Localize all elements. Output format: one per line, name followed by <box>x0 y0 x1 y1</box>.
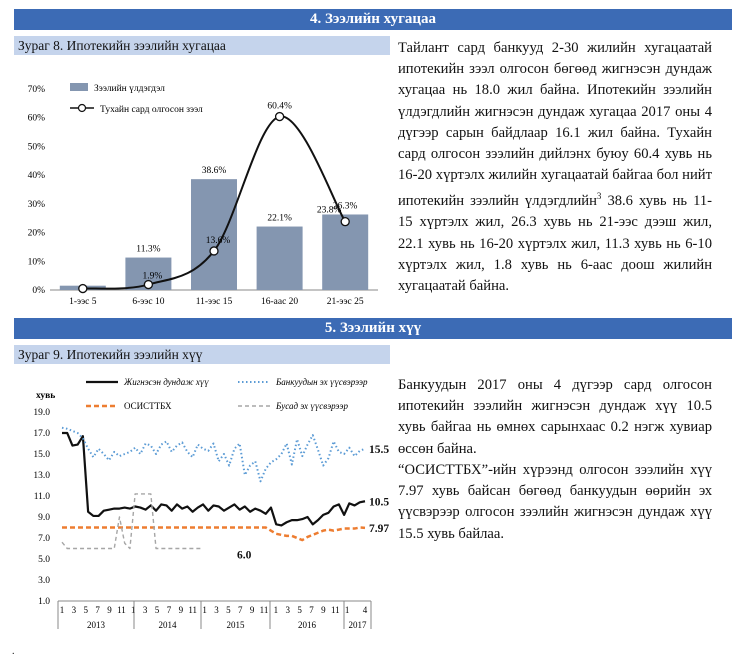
y-tick-label: 10% <box>27 257 45 268</box>
figure-9-caption: Зураг 9. Ипотекийн зээлийн хүү <box>14 345 390 364</box>
legend-swatch-bar <box>70 83 88 91</box>
x-tick-label: 11 <box>330 605 340 615</box>
footnote-ref: 3 <box>596 191 602 202</box>
series-end-label: 6.0 <box>237 549 252 562</box>
legend-label-line: Тухайн сард олгосон зээл <box>100 105 203 115</box>
x-tick-label: 7 <box>309 605 314 615</box>
legend-label-bar: Зээлийн үлдэгдэл <box>94 84 165 94</box>
series-line <box>62 428 365 482</box>
bar-data-label: 22.1% <box>267 213 292 224</box>
x-tick-label: 5 <box>154 605 160 615</box>
figure-8-caption: Зураг 8. Ипотекийн зээлийн хугацаа <box>14 36 390 55</box>
y-tick-label: 30% <box>27 199 45 210</box>
line-data-label: 60.4% <box>267 101 292 112</box>
legend-label: ОСИСТТБХ <box>124 401 172 411</box>
x-tick-label: 1 <box>131 605 136 615</box>
x-tick-label: 5 <box>83 605 89 615</box>
year-label: 2016 <box>298 620 316 630</box>
x-tick-label: 9 <box>178 605 184 615</box>
y-axis-title: хувь <box>36 391 56 401</box>
y-tick-label: 60% <box>27 113 45 124</box>
line-data-label: 1.9% <box>142 271 163 282</box>
year-label: 2015 <box>226 620 245 630</box>
x-tick-label: 3 <box>285 605 291 615</box>
x-tick-label: 16-аас 20 <box>260 297 299 307</box>
y-tick-label: 15.0 <box>33 450 50 460</box>
paragraph-rate: Банкуудын 2017 оны 4 дүгээр сард олгосон ипотекийн зээлийн жигнэсэн дундаж хүү 10.5 хувь байгаа нь өмнөх сарынхаас 0.2 нэгж хувиар өссөн байна. <box>398 377 712 457</box>
bar <box>191 179 237 290</box>
y-tick-label: 11.0 <box>33 492 50 502</box>
legend-label: Бусад эх үүсвэрээр <box>276 401 348 411</box>
paragraph-term-text-rest: 38.6 хувь нь 11-15 хүртэлх жил, 26.3 хувь нь 21-ээс дээш жил, 22.1 хувь нь 16-20 хүртэлх жил, 11.3 хувь нь 6-10 хүртэлх жил, 1.8 хувь нь 6-аас доош жилийн хугацаатай байна. <box>398 193 712 295</box>
x-tick-label: 1-ээс 5 <box>69 297 97 307</box>
x-tick-label: 6-ээс 10 <box>132 297 165 307</box>
bar-data-label: 26.3% <box>332 201 358 212</box>
footer-mark: . <box>12 646 15 657</box>
section-4-header: 4. Зээлийн хугацаа <box>14 9 732 30</box>
line-point <box>144 281 152 289</box>
x-tick-label: 5 <box>297 605 302 615</box>
x-tick-label: 9 <box>321 605 326 615</box>
legend-label: Банкуудын эх үүсвэрээр <box>276 377 368 387</box>
year-label: 2017 <box>348 620 367 630</box>
line-point <box>210 247 218 255</box>
line-point <box>341 218 349 226</box>
line-data-label: 23.8% <box>316 205 342 216</box>
x-tick-label: 1 <box>202 605 207 615</box>
y-tick-label: 50% <box>27 142 45 153</box>
x-tick-label: 4 <box>362 605 368 615</box>
y-tick-label: 3.0 <box>38 576 50 586</box>
x-tick-label: 3 <box>142 605 148 615</box>
paragraph-rate-2: “ОСИСТТБХ”-ийн хүрээнд олгосон зээлийн хүү 7.97 хувь байсан бөгөөд банкуудын өөрийн эх үүсвэрээр олгосон зээлийн жигнэсэн дундаж хүү 15.5 хувь байлаа. <box>398 462 712 542</box>
bar-data-label: 11.3% <box>136 244 161 255</box>
x-tick-label: 11 <box>117 605 126 615</box>
figure-8-chart <box>14 56 390 314</box>
series-line <box>62 494 203 549</box>
y-tick-label: 1.0 <box>38 597 50 607</box>
y-tick-label: 19.0 <box>33 408 50 418</box>
year-label: 2013 <box>87 620 105 630</box>
x-tick-label: 7 <box>237 605 243 615</box>
y-tick-label: 0% <box>32 286 45 296</box>
series-end-label: 15.5 <box>369 443 390 456</box>
year-label: 2014 <box>158 620 177 630</box>
x-tick-label: 7 <box>95 605 100 615</box>
y-tick-label: 13.0 <box>33 471 50 481</box>
line-point <box>79 285 87 293</box>
y-tick-label: 17.0 <box>33 429 50 439</box>
x-tick-label: 9 <box>107 605 112 615</box>
bar-data-label: 38.6% <box>201 166 227 177</box>
series-end-label: 10.5 <box>369 496 390 509</box>
y-tick-label: 40% <box>27 171 45 182</box>
series-line <box>62 528 365 541</box>
x-tick-label: 9 <box>249 605 255 615</box>
y-tick-label: 9.0 <box>38 513 50 523</box>
y-tick-label: 20% <box>27 228 45 239</box>
legend-swatch-point <box>79 105 86 112</box>
x-tick-label: 11 <box>188 605 198 615</box>
legend-label: Жигнэсэн дундаж хүү <box>124 377 209 387</box>
x-tick-label: 7 <box>166 605 172 615</box>
x-tick-label: 5 <box>226 605 231 615</box>
x-tick-label: 1 <box>273 605 279 615</box>
x-tick-label: 11 <box>259 605 269 615</box>
line-point <box>276 113 284 121</box>
line-data-label: 13.6% <box>205 235 231 246</box>
x-tick-label: 1 <box>344 605 350 615</box>
section-5-header: 5. Зээлийн хүү <box>14 318 732 339</box>
series-end-label: 7.97 <box>369 522 390 535</box>
bar <box>257 227 303 290</box>
x-tick-label: 21-ээс 25 <box>326 297 364 307</box>
x-tick-label: 3 <box>214 605 219 615</box>
x-tick-label: 3 <box>71 605 77 615</box>
y-tick-label: 7.0 <box>38 534 50 544</box>
paragraph-term-text: Тайлант сард банкууд 2-30 жилийн хугацаатай ипотекийн зээл олгосон бөгөөд жигнэсэн дундаж хугацаа нь 18.0 жил байна. Ипотекийн зээлийн үлдэгдлийн жигнэсэн дундаж хугацаа 2017 оны 4 дүгээр сарын байдлаар 16.1 жил байна. Тухайн сард олгосон зээлийн дийлэнх буюу 60.4 хувь нь 16-20 хүртэлх жилийн хугацаатай байгаа бол нийт ипотекийн зээлийн үлдэгдлийн <box>398 40 712 210</box>
x-tick-label: 11-ээс 15 <box>195 297 233 307</box>
figure-9-chart <box>14 366 390 636</box>
y-tick-label: 70% <box>27 85 45 95</box>
y-tick-label: 5.0 <box>38 555 50 565</box>
x-tick-label: 1 <box>59 605 65 615</box>
paragraph-term <box>398 38 712 297</box>
